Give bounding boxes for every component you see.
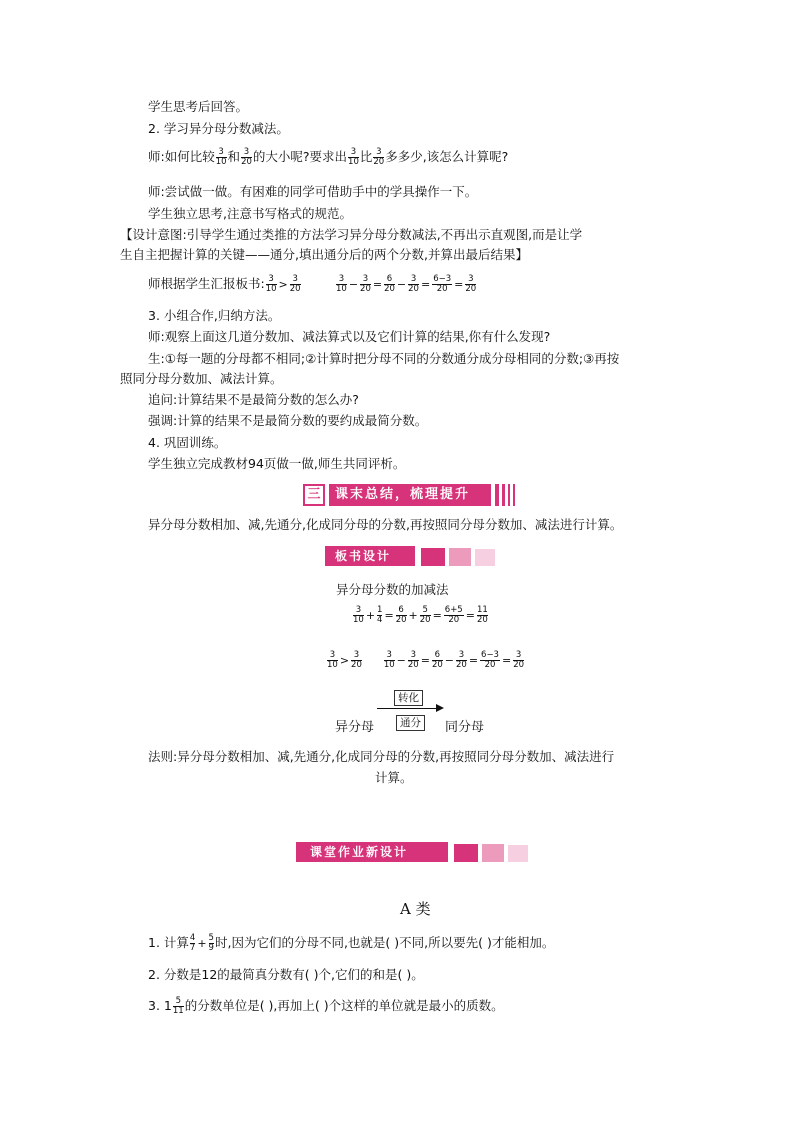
diagram-right: 同分母 <box>445 720 485 735</box>
paragraph: 学生独立思考,注意书写格式的规范。 <box>148 206 352 221</box>
section-title: 课末总结，梳理提升 <box>335 487 471 502</box>
summary-text: 异分母分数相加、减,先通分,化成同分母的分数,再按照同分母分数加、减法进行计算。 <box>148 517 623 532</box>
convert-label: 转化 <box>394 690 423 706</box>
equation: $\frac{3}{10}$ − $\frac{3}{20}$ = $\frac{6}{20}$ − $\frac{3}{20}$ = $\frac{6-3}{20}$ = $\frac{3}{20}$ <box>336 274 477 294</box>
paragraph: 追问:计算结果不是最简分数的怎么办? <box>148 392 359 407</box>
paragraph: 强调:计算的结果不是最简分数的要约成最简分数。 <box>148 413 428 428</box>
board-label: 板书设计 <box>335 549 392 563</box>
category-heading: A 类 <box>400 900 431 918</box>
paragraph: 师:尝试做一做。有困难的同学可借助手中的学具操作一下。 <box>148 184 478 199</box>
design-intent: 生自主把握计算的关键——通分,填出通分后的两个分数,并算出最后结果】 <box>120 247 528 262</box>
paragraph: 师:观察上面这几道分数加、减法算式以及它们计算的结果,你有什么发现? <box>148 329 551 344</box>
question-3: 3. 1 $\frac{5}{11}$ 的分数单位是( ),再加上( )个这样的单位就是最小的质数。 <box>148 996 504 1016</box>
step-heading: 2. 学习异分母分数减法。 <box>148 121 289 136</box>
board-banner <box>325 546 505 568</box>
rule-text: 计算。 <box>375 770 413 785</box>
question-2: 2. 分数是12的最简真分数有( )个,它们的和是( )。 <box>148 967 424 982</box>
question-1: 1. 计算 $\frac{4}{7}$ + $\frac{5}{9}$ 时,因为它们的分母不同,也就是( )不同,所以要先( )才能相加。 <box>148 933 555 953</box>
section-banner <box>303 484 519 506</box>
equation: $\frac{3}{10}$ + $\frac{1}{4}$ = $\frac{6}{20}$ + $\frac{5}{20}$ = $\frac{6+5}{20}$ = $\frac{11}{20}$ <box>353 605 488 625</box>
design-intent: 【设计意图:引导学生通过类推的方法学习异分母分数减法,不再出示直观图,而是让学 <box>120 227 583 242</box>
paragraph: 学生独立完成教材94页做一做,师生共同评析。 <box>148 456 406 471</box>
paragraph: 学生思考后回答。 <box>148 99 249 114</box>
equation: $\frac{3}{10}$ > $\frac{3}{20}$ $\frac{3}{10}$ − $\frac{3}{20}$ = $\frac{6}{20}$ − $\frac{3}{20}$ = $\frac{6-3}{20}$ = $\frac{3}{20}$ <box>327 650 525 670</box>
section-number: 三 <box>303 484 325 506</box>
rule-text: 法则:异分母分数相加、减,先通分,化成同分母的分数,再按照同分母分数加、减法进行 <box>148 749 615 764</box>
paragraph: 生:①每一题的分母都不相同;②计算时把分母不同的分数通分成分母相同的分数;③再按 <box>148 351 620 366</box>
homework-label: 课堂作业新设计 <box>310 845 409 859</box>
board-note: 师根据学生汇报板书: $\frac{3}{10}$ > $\frac{3}{20}$ <box>148 274 301 294</box>
arrow-line <box>377 708 437 709</box>
paragraph: 师:如何比较 $\frac{3}{10}$ 和 $\frac{3}{20}$ 的大小呢?要求出 $\frac{3}{10}$ 比 $\frac{3}{20}$ 多多少,该怎么计算呢? <box>148 147 509 167</box>
homework-banner <box>296 842 536 864</box>
paragraph: 照同分母分数加、减法计算。 <box>120 371 283 386</box>
arrow-head-icon <box>436 704 444 712</box>
step-heading: 3. 小组合作,归纳方法。 <box>148 308 281 323</box>
step-heading: 4. 巩固训练。 <box>148 435 227 450</box>
board-title: 异分母分数的加减法 <box>336 582 449 597</box>
diagram-left: 异分母 <box>335 720 375 735</box>
tongfen-label: 通分 <box>396 715 425 731</box>
